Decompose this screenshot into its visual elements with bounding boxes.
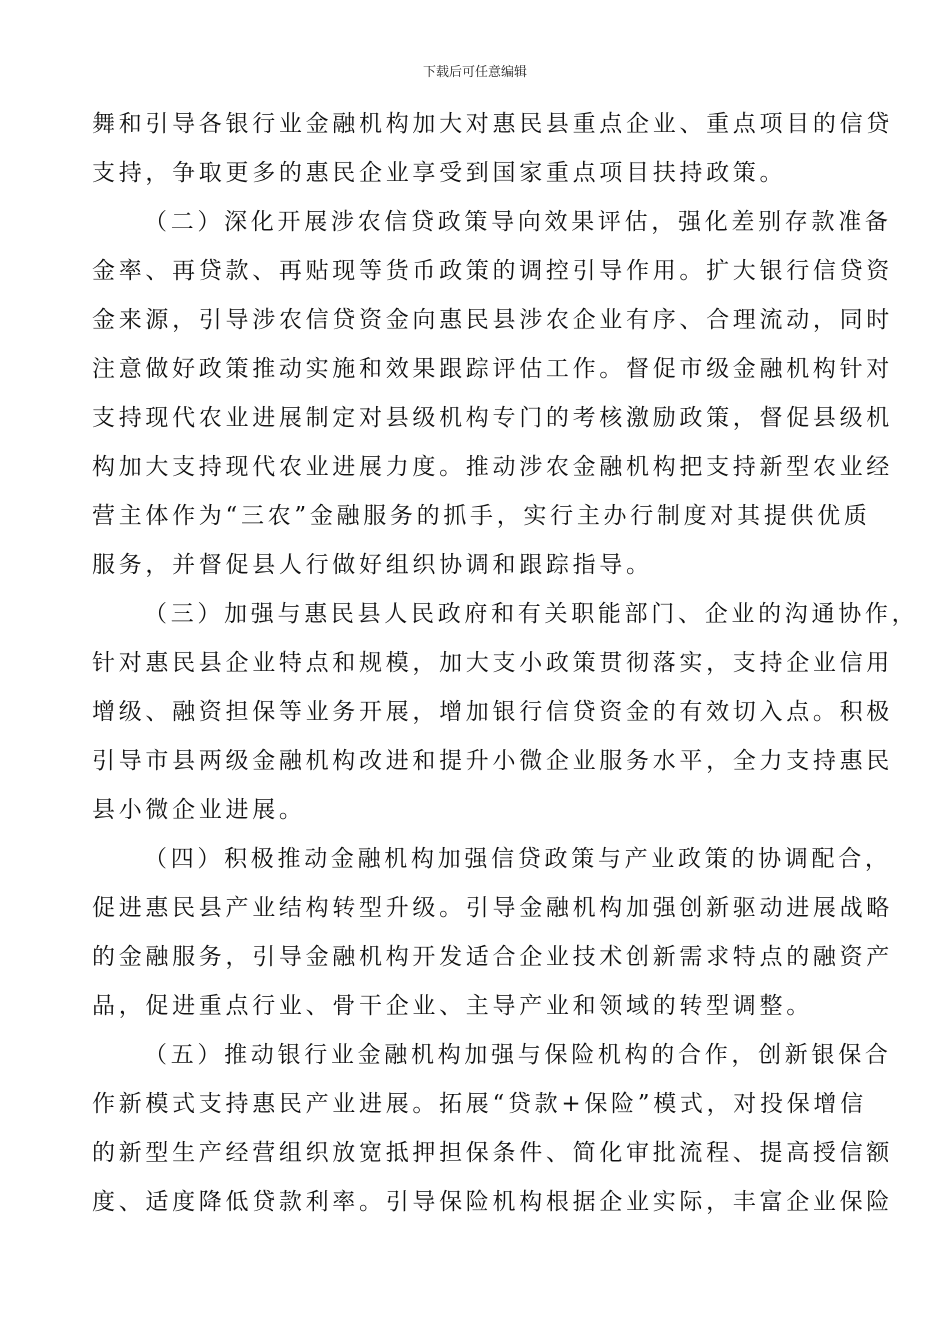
text-line: 作新模式支持惠民产业进展。拓展“贷款+保险”模式，对投保增信 (92, 1091, 867, 1117)
paragraph-section-4 (92, 835, 893, 1031)
text-line: 增级、融资担保等业务开展，增加银行信贷资金的有效切入点。积极 (92, 699, 893, 725)
page-header: 下载后可任意编辑 (422, 65, 527, 80)
text-line: 营主体作为“三农”金融服务的抓手，实行主办行制度对其提供优质 (92, 503, 871, 529)
text-line: （二）深化开展涉农信贷政策导向效果评估，强化差别存款准备 (144, 209, 892, 235)
text-line: （五）推动银行业金融机构加强与保险机构的合作，创新银保合 (144, 1042, 892, 1068)
text-line: 的新型生产经营组织放宽抵押担保条件、简化审批流程、提高授信额 (92, 1140, 893, 1166)
text-line: （四）积极推动金融机构加强信贷政策与产业政策的协调配合， (144, 846, 892, 872)
text-line: 针对惠民县企业特点和规模，加大支小政策贯彻落实，支持企业信用 (92, 650, 893, 676)
text-line: 金率、再贷款、再贴现等货币政策的调控引导作用。扩大银行信贷资 (92, 258, 893, 284)
text-line: 注意做好政策推动实施和效果跟踪评估工作。督促市级金融机构针对 (92, 356, 893, 382)
text-line: 支持，争取更多的惠民企业享受到国家重点项目扶持政策。 (92, 160, 787, 186)
text-line: 的金融服务，引导金融机构开发适合企业技术创新需求特点的融资产 (92, 944, 893, 970)
text-line: 县小微企业进展。 (92, 797, 306, 823)
paragraph-continuation (92, 100, 893, 198)
document-body (92, 100, 919, 1227)
paragraph-section-3 (92, 590, 919, 835)
text-line: 度、适度降低贷款利率。引导保险机构根据企业实际，丰富企业保险 (92, 1189, 893, 1215)
text-line: 促进惠民县产业结构转型升级。引导金融机构加强创新驱动进展战略 (92, 895, 893, 921)
text-line: 引导市县两级金融机构改进和提升小微企业服务水平，全力支持惠民 (92, 748, 893, 774)
text-line: （三）加强与惠民县人民政府和有关职能部门、企业的沟通协作， (144, 601, 919, 627)
text-line: 服务，并督促县人行做好组织协调和跟踪指导。 (92, 552, 653, 578)
text-line: 支持现代农业进展制定对县级机构专门的考核激励政策，督促县级机 (92, 405, 893, 431)
text-line: 金来源，引导涉农信贷资金向惠民县涉农企业有序、合理流动，同时 (92, 307, 893, 333)
text-line: 品，促进重点行业、骨干企业、主导产业和领域的转型调整。 (92, 993, 813, 1019)
paragraph-section-5 (92, 1031, 893, 1227)
text-line: 构加大支持现代农业进展力度。推动涉农金融机构把支持新型农业经 (92, 454, 893, 480)
paragraph-section-2 (92, 198, 893, 590)
text-line: 舞和引导各银行业金融机构加大对惠民县重点企业、重点项目的信贷 (92, 111, 893, 137)
